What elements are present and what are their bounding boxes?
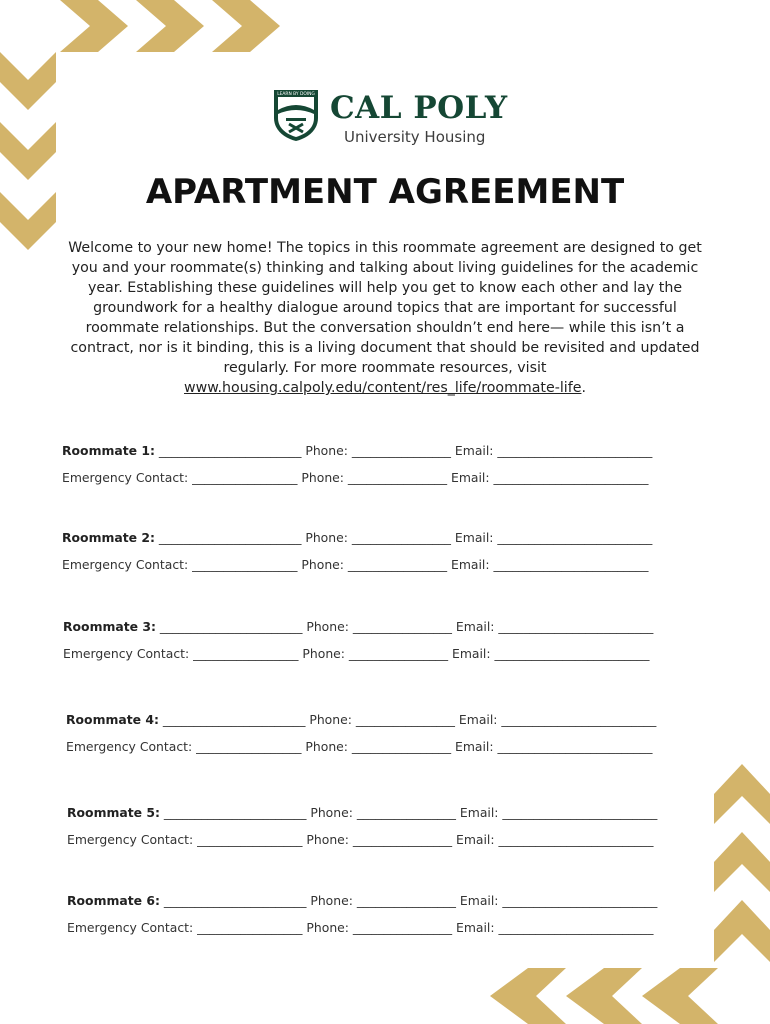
phone-label: Phone: xyxy=(310,893,353,908)
email-label: Email: xyxy=(454,530,494,545)
roommate-block xyxy=(67,803,657,857)
email-label: Email: xyxy=(459,805,499,820)
email-label: Email: xyxy=(455,739,494,754)
roommate-line: Roommate 1: _______________________ Phone: ________________ Email: _________________________ xyxy=(62,443,653,458)
emergency-line: Emergency Contact: _________________ Phone: ________________ Email: _________________________ xyxy=(67,920,654,935)
roommate-block xyxy=(62,441,652,495)
emergency-line: Emergency Contact: _________________ Phone: ________________ Email: _________________________ xyxy=(62,470,649,485)
emergency-label: Emergency Contact: xyxy=(62,470,189,485)
phone-label: Phone: xyxy=(306,619,349,634)
phone-label: Phone: xyxy=(305,739,348,754)
roommate-label: Roommate 4: xyxy=(66,712,159,727)
email-label: Email: xyxy=(452,646,491,661)
phone-label: Phone: xyxy=(301,557,344,572)
roommate-line: Roommate 5: _______________________ Phone: ________________ Email: _________________________ xyxy=(67,805,658,820)
emergency-label: Emergency Contact: xyxy=(67,920,194,935)
emergency-line: Emergency Contact: _________________ Phone: ________________ Email: _________________________ xyxy=(63,646,650,661)
phone-label: Phone: xyxy=(305,443,348,458)
email-label: Email: xyxy=(456,920,495,935)
emergency-line: Emergency Contact: _________________ Phone: ________________ Email: _________________________ xyxy=(67,832,654,847)
logo-subtitle: University Housing xyxy=(344,128,486,146)
email-label: Email: xyxy=(458,712,498,727)
roommate-label: Roommate 1: xyxy=(62,443,155,458)
phone-label: Phone: xyxy=(306,832,349,847)
roommate-label: Roommate 2: xyxy=(62,530,155,545)
phone-label: Phone: xyxy=(309,712,352,727)
phone-label: Phone: xyxy=(301,470,344,485)
phone-label: Phone: xyxy=(302,646,345,661)
emergency-label: Emergency Contact: xyxy=(62,557,189,572)
roommate-label: Roommate 3: xyxy=(63,619,156,634)
roommate-line: Roommate 6: _______________________ Phone: ________________ Email: _________________________ xyxy=(67,893,658,908)
emergency-label: Emergency Contact: xyxy=(66,739,193,754)
phone-label: Phone: xyxy=(306,920,349,935)
email-label: Email: xyxy=(451,470,490,485)
roommate-line: Roommate 2: _______________________ Phone: ________________ Email: _________________________ xyxy=(62,530,653,545)
roommate-life-link[interactable]: www.housing.calpoly.edu/content/res_life/roommate-life xyxy=(184,380,582,396)
emergency-label: Emergency Contact: xyxy=(67,832,194,847)
roommate-line: Roommate 4: _______________________ Phone: ________________ Email: _________________________ xyxy=(66,712,657,727)
intro-text: Welcome to your new home! The topics in this roommate agreement are designed to get you and your roommate(s) thinking and talking about living guidelines for the academic year. Establishing these guidelines will help you get to know each other and lay the groundwork for a healthy dialogue around topics that are important for successful roommate relationships. But the conversation shouldn’t end here— while this isn’t a contract, nor is it binding, this is a living document that should be revisited and updated regularly. For more roommate resources, visit xyxy=(68,240,702,376)
emergency-line: Emergency Contact: _________________ Phone: ________________ Email: _________________________ xyxy=(66,739,653,754)
intro-end: . xyxy=(581,380,586,396)
email-label: Email: xyxy=(454,443,494,458)
emergency-label: Emergency Contact: xyxy=(63,646,190,661)
roommate-block xyxy=(67,891,657,945)
cal-poly-logo xyxy=(272,88,508,150)
logo-wordmark: CAL POLY xyxy=(330,90,508,126)
email-label: Email: xyxy=(455,619,495,634)
page-title: APARTMENT AGREEMENT xyxy=(145,172,625,212)
roommate-line: Roommate 3: _______________________ Phone: ________________ Email: _________________________ xyxy=(63,619,654,634)
email-label: Email: xyxy=(451,557,490,572)
email-label: Email: xyxy=(456,832,495,847)
shield-icon xyxy=(272,88,320,142)
emergency-line: Emergency Contact: _________________ Phone: ________________ Email: _________________________ xyxy=(62,557,649,572)
roommate-block xyxy=(63,617,653,671)
intro-paragraph xyxy=(55,238,715,398)
shield-motto: LEARN BY DOING xyxy=(277,92,315,98)
roommate-label: Roommate 5: xyxy=(67,805,160,820)
phone-label: Phone: xyxy=(305,530,348,545)
roommate-block xyxy=(66,710,656,764)
roommate-label: Roommate 6: xyxy=(67,893,160,908)
phone-label: Phone: xyxy=(310,805,353,820)
roommate-block xyxy=(62,528,652,582)
email-label: Email: xyxy=(459,893,499,908)
